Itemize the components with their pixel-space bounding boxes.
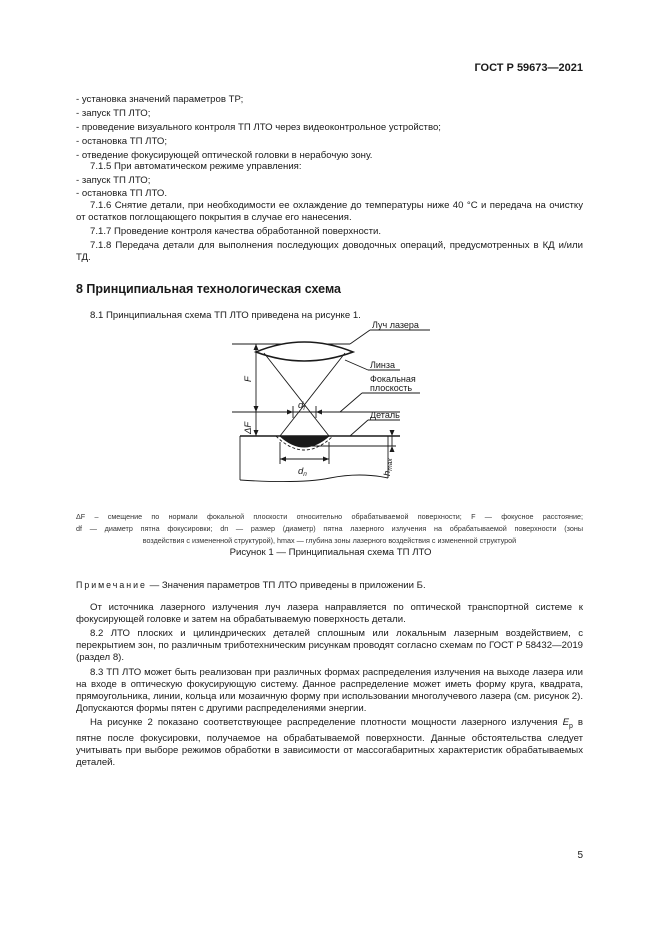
beam-ray-left: [264, 353, 329, 436]
label-dF: ΔF: [243, 421, 254, 434]
note-label: Примечание: [76, 580, 147, 590]
figure-legend: [76, 511, 583, 547]
list-item: - остановка ТП ЛТО.: [76, 188, 168, 199]
legend-line: ΔF – смещение по нормали фокальной плоскости относительно обрабатываемой поверхности; F — фокусное расстояние;: [76, 512, 583, 521]
list-item: - остановка ТП ЛТО;: [76, 136, 168, 147]
paragraph-7-1-5: 7.1.5 При автоматическом режиме управления:: [90, 161, 302, 172]
section-title: 8 Принципиальная технологическая схема: [76, 282, 341, 296]
list-item: - запуск ТП ЛТО;: [76, 175, 151, 186]
list-item: - установка значений параметров ТР;: [76, 94, 244, 105]
doc-code: ГОСТ Р 59673—2021: [474, 62, 583, 74]
paragraph-8-2: 8.2 ЛТО плоских и цилиндрических деталей сплошным или локальным лазерным воздействием, с перекрытием зон, по различным триботехническим рисункам проводят согласно схемам по ГОСТ Р 58432—2019 (раздел 8).: [76, 628, 583, 663]
legend-line: df — диаметр пятна фокусировки; dп — размер (диаметр) пятна лазерного излучения на обрабатываемой поверхности (зоны: [76, 524, 583, 533]
list-item: - проведение визуального контроля ТП ЛТО через видеоконтрольное устройство;: [76, 122, 441, 133]
focal-leader: [340, 393, 362, 412]
paragraph-source: От источника лазерного излучения луч лазера направляется по оптической транспортной системе к фокусирующей головке и затем на обрабатываемую поверхность детали.: [76, 602, 583, 625]
label-dn: $d_п$: [298, 466, 307, 478]
legend-line: воздействия с измененной структурой), hmax — глубина зоны лазерного воздействия с измененной структурой: [142, 536, 517, 545]
paragraph-7-1-7: 7.1.7 Проведение контроля качества обработанной поверхности.: [90, 226, 382, 237]
paragraph-figure-2: На рисунке 2 показано соответствующее распределение плотности мощности лазерного излучения $E_p$ в пятне после фокусировки, получаемое на обрабатываемой поверхности. Данные обстоятельства следует учитывать при выборе режимов обработки в зависимости от массогабаритных характеристик обрабатываемых деталей.: [76, 717, 583, 768]
paragraph-7-1-6: 7.1.6 Снятие детали, при необходимости ее охлаждение до температуры ниже 40 °С и передача на очистку от остатков поглощающего покрытия в случае его нанесения.: [76, 200, 583, 223]
label-part: Деталь: [370, 410, 400, 420]
lens-leader: [345, 360, 368, 370]
label-hmax: $h_{max}$: [382, 458, 394, 476]
part-break-line: [240, 475, 388, 482]
figure-caption: Рисунок 1 — Принципиальная схема ТП ЛТО: [229, 547, 432, 558]
label-focal-2: плоскость: [370, 383, 413, 393]
note: [76, 580, 426, 591]
list-item: - запуск ТП ЛТО;: [76, 108, 151, 119]
page-number: 5: [577, 850, 583, 861]
laser-scheme-figure: [0, 318, 661, 498]
list-item: - отведение фокусирующей оптической головки в нерабочую зону.: [76, 150, 373, 161]
part-leader: [350, 420, 368, 436]
note-text: — Значения параметров ТП ЛТО приведены в приложении Б.: [149, 580, 426, 591]
lens-shape: [256, 342, 353, 361]
label-beam: Луч лазера: [372, 320, 419, 330]
paragraph-8-3: 8.3 ТП ЛТО может быть реализован при различных формах распределения излучения на выходе лазера или на входе в оптическую фокусирующую систему. Данное распределение может иметь форму круга, квадрата, прямоугольника, линии, кольца или мозаичную форму при использовании многолучевого лазера (см. рисунок 2). Допускаются формы пятен с другими распределениями энергии.: [76, 667, 583, 714]
paragraph-8-1: 8.1 Принципиальная схема ТП ЛТО приведена на рисунке 1.: [90, 310, 361, 321]
label-lens: Линза: [370, 360, 396, 370]
beam-leader: [350, 330, 370, 344]
label-F: F: [243, 376, 254, 382]
paragraph-7-1-8: 7.1.8 Передача детали для выполнения последующих доводочных операций, предусмотренных в КД и/или ТД.: [76, 240, 583, 263]
beam-ray-right: [280, 353, 345, 436]
label-focal-1: Фокальная: [370, 374, 416, 384]
label-df: $d_f$: [298, 400, 306, 412]
